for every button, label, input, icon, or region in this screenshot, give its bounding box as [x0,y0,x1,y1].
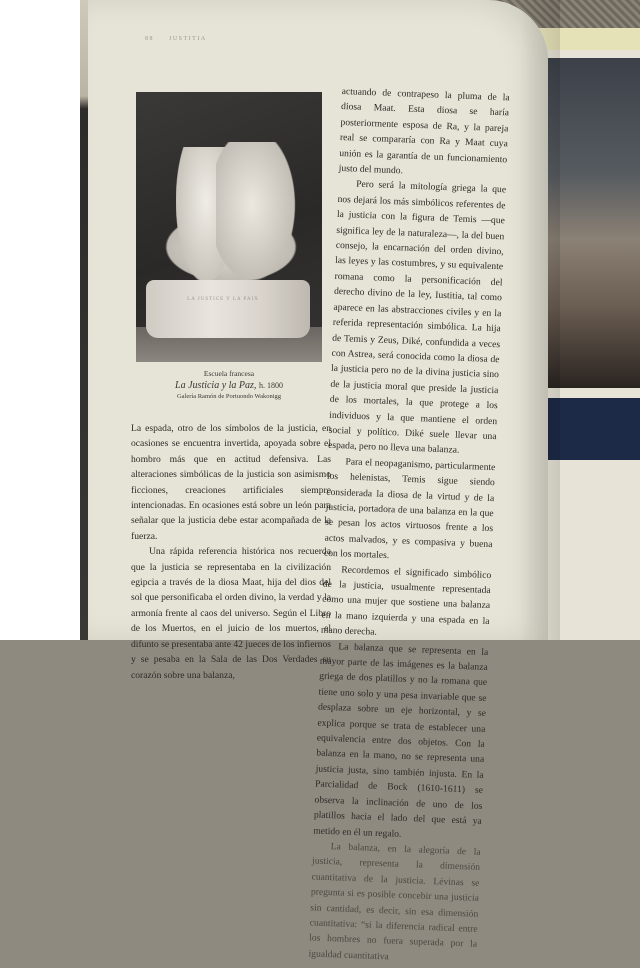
paragraph: actuando de contrapeso la pluma de la diosa Maat. Esta diosa se haría posteriormente esposa de Ra, y la pareja real se compararía con Ra y Maat cuya unión es la garantía de un funcionamiento justo del mundo. [338,85,510,177]
left-text-column [131,421,331,683]
sculpture-figure-right [216,142,296,282]
paragraph: Una rápida referencia histórica nos recuerda que la justicia se representaba en la civilización egipcia a través de la diosa Maat, hija del dios del sol que personificaba el orden divino, la verdad y la armonía frente al caos del universo. Según el Libro de los Muertos, en el juicio de los muertos, el difunto se presentaba ante 42 jueces de los infiernos y se pesaba en la Sala de las Dos Verdades su corazón sobre una balanza, [131,546,331,681]
caption-collection: Galería Ramón de Portuondo Wakonigg [176,393,282,400]
running-header [145,36,207,42]
page-curl-shadow [520,0,560,640]
sculpture-pedestal [146,280,310,338]
page-number: 88 [145,36,154,42]
figure-caption [136,369,322,402]
caption-date: h. 1800 [258,381,283,390]
paragraph: La balanza que se representa en la mayor parte de las imágenes es la balanza griega de dos platillos y no la romana que tiene uno solo y una pesa invariable que se desplaza sobre un eje horizontal, y se explica porque se trata de establecer una equivalencia entre dos objetos. Con la balanza en la mano, no se representa una justicia justa, sino también injusta. En la Parcialidad de Bock (1610-1611) se observa la inclinación de uno de los platillos hacia el lado del que está ya metido en él un regalo. [313,640,489,840]
paragraph: Recordemos el significado simbólico de la justicia, usualmente representada como una mujer que sostiene una balanza en la mano izquierda y una espada en la mano derecha. [320,563,492,638]
sculpture-photo [136,92,322,362]
caption-title: La Justicia y la Paz, [175,380,257,391]
right-text-column [308,84,510,968]
paragraph: Pero será la mitología griega la que nos dejará los más simbólicos referentes de la justicia con la figura de Temis —que significa ley de la naturaleza—, la del buen consejo, la encarnación del orden divino, las leyes y las costumbres, y su equivalente romana como la personificación del derecho divino de la ley, Iustitia, tal como aparece en las abstracciones civiles y en la referida representación simbólica. La hija de Temis y Zeus, Diké, confundida a veces con Astrea, será conocida como la diosa de la justicia pero no de la divina justicia sino de la justicia moral que preside la justicia de los mortales, la que protege a los individuos y la que mantiene el orden social y político. Diké suele llevar una espada, pero no lleva una balanza. [327,179,507,457]
caption-school: Escuela francesa [203,369,255,378]
paragraph: Para el neopaganismo, particularmente los helenistas, Temis sigue siendo considerada la diosa de la virtud y de la justicia, portadora de una balanza en la que se pesan los actos virtuosos frente a los actos malvados, y es compasiva y buena con los mortales. [323,456,496,562]
pedestal-inscription: LA JUSTICE Y LA PAIX [187,297,259,302]
paragraph: La espada, otro de los símbolos de la justicia, en ocasiones se encuentra invertida, apoyada sobre el hombro más que en actitud defensiva. Las alteraciones simbólicas de la justicia son asimismo ficciones, creaciones artificiales siempre intencionadas. En ocasiones está sobre un león para señalar que la justicia debe estar acompañada de la fuerza. [131,423,331,542]
running-title: JUSTITIA [169,36,207,42]
background-left [0,0,82,640]
paragraph: La balanza, en la alegoría de la justicia, representa la dimensión cuantitativa de la justicia. Lévinas se pregunta si es posible concebir una justicia sin cantidad, es decir, sin esa dimensión cuantitativa: “si la diferencia radical entre los hombres no fuera superada por la igualdad cuantitativa [308,841,481,963]
caption-title-line [136,379,322,392]
